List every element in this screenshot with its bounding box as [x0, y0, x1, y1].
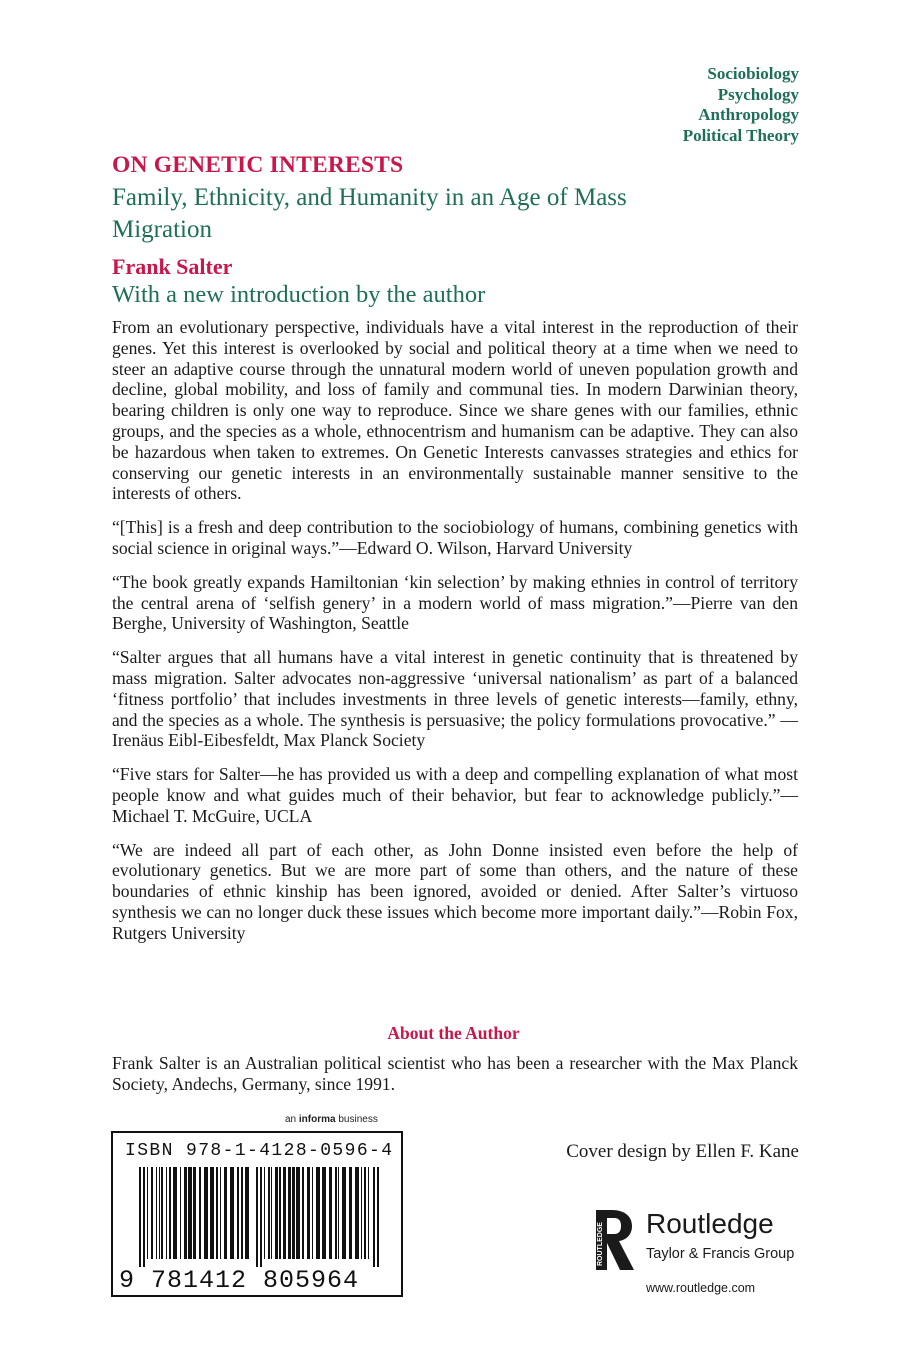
- barcode-bar: [264, 1167, 265, 1259]
- about-author-text: Frank Salter is an Australian political scientist who has been a researcher with the Max Planck Society, Andechs, Germany, since 1991.: [112, 1053, 798, 1094]
- barcode-bar: [316, 1167, 320, 1259]
- barcode-bar: [147, 1167, 148, 1259]
- subject-categories: [683, 64, 799, 146]
- publisher-group: Taylor & Francis Group: [646, 1246, 795, 1262]
- barcode-bar: [156, 1167, 157, 1259]
- barcode-bar: [355, 1167, 359, 1259]
- barcode-bar: [184, 1167, 187, 1259]
- informa-suffix: business: [338, 1114, 378, 1125]
- barcode-bar: [368, 1167, 369, 1259]
- blurb-van-den-berghe: “The book greatly expands Hamiltonian ‘kin selection’ by making ethnies in control of territory the central arena of ‘selfish genery’ in a modern world of mass migration.”—Pierre van den Berghe, University of Washington, Seattle: [112, 571, 798, 634]
- barcode-bar: [188, 1167, 192, 1259]
- barcode-guard-bar: [143, 1167, 145, 1267]
- isbn-label: ISBN 978-1-4128-0596-4: [125, 1141, 394, 1161]
- barcode-bar: [166, 1167, 167, 1259]
- barcode-bar: [204, 1167, 208, 1259]
- barcode-bar: [279, 1167, 281, 1259]
- barcode-bar: [230, 1167, 234, 1259]
- barcode-bar: [302, 1167, 304, 1259]
- publisher-logo-block: [590, 1206, 810, 1276]
- barcode-bar: [199, 1167, 201, 1259]
- barcode-bar: [312, 1167, 313, 1259]
- barcode-bar: [220, 1167, 221, 1259]
- barcode-bar: [338, 1167, 339, 1259]
- barcode-bar: [245, 1167, 249, 1259]
- barcode-bar: [364, 1167, 366, 1259]
- informa-business-tagline: [285, 1114, 378, 1125]
- barcode-bar: [159, 1167, 160, 1259]
- barcode-bar: [322, 1167, 326, 1259]
- barcode-guard-bar: [260, 1167, 262, 1267]
- routledge-logo-icon: [590, 1206, 640, 1274]
- about-author-heading: About the Author: [387, 1023, 520, 1043]
- subject-1: Sociobiology: [707, 64, 799, 83]
- subject-2: Psychology: [717, 84, 799, 104]
- isbn-barcode: [111, 1131, 403, 1297]
- book-author: Frank Salter: [112, 254, 233, 279]
- new-introduction-note: With a new introduction by the author: [112, 281, 486, 308]
- barcode-bar: [173, 1167, 177, 1259]
- informa-prefix: an: [285, 1114, 297, 1125]
- barcode-bar: [216, 1167, 218, 1259]
- barcode-digits: 9 781412 805964: [119, 1266, 360, 1295]
- barcode-bar: [151, 1167, 153, 1259]
- barcode-bar: [335, 1167, 337, 1259]
- barcode-bar: [361, 1167, 362, 1259]
- publisher-website: www.routledge.com: [646, 1281, 756, 1295]
- barcode-bars: [139, 1167, 379, 1267]
- barcode-bar: [180, 1167, 181, 1259]
- blurb-wilson: “[This] is a fresh and deep contribution to the sociobiology of humans, combining genetics with social science in original ways.”—Edward O. Wilson, Harvard University: [112, 517, 798, 558]
- barcode-guard-bar: [256, 1167, 258, 1267]
- subject-4: Political Theory: [682, 125, 799, 145]
- barcode-bar: [292, 1167, 295, 1259]
- barcode-bar: [307, 1167, 310, 1259]
- book-title: ON GENETIC INTERESTS: [112, 152, 404, 178]
- informa-brand: informa: [298, 1114, 336, 1125]
- barcode-bar: [275, 1167, 278, 1259]
- barcode-bar: [283, 1167, 286, 1259]
- back-cover-copy: [112, 317, 798, 957]
- barcode-bar: [193, 1167, 196, 1259]
- barcode-bar: [237, 1167, 239, 1259]
- barcode-bar: [296, 1167, 300, 1259]
- barcode-bar: [329, 1167, 332, 1259]
- barcode-bar: [268, 1167, 270, 1259]
- cover-design-credit: Cover design by Ellen F. Kane: [566, 1141, 799, 1162]
- publisher-name: Routledge: [646, 1208, 774, 1239]
- barcode-bar: [169, 1167, 171, 1259]
- subject-3: Anthropology: [698, 105, 799, 124]
- barcode-guard-bar: [377, 1167, 379, 1267]
- book-subtitle: Family, Ethnicity, and Humanity in an Age of Mass Migration: [112, 184, 627, 243]
- blurb-eibl-eibesfeldt: “Salter argues that all humans have a vital interest in genetic continuity that is threatened by mass migration. Salter advocates non-aggressive ‘universal nationalism’ as part of a balanced ‘fitness portfolio’ that includes investments in three levels of genetic interests—family, ethny, and the species as a whole. The synthesis is persuasive; the policy formulations provocative.” —Irenäus Eibl-Eibesfeldt, Max Planck Society: [112, 647, 798, 751]
- blurb-fox: “We are indeed all part of each other, as John Donne insisted even before the help of evolutionary genetics. But we are more part of some than others, and the nature of these boundaries of ethnic kinship has been ignored, avoided or denied. After Salter’s virtuoso synthesis we can no longer duck these issues which become more important daily.”—Robin Fox, Rutgers University: [112, 839, 798, 943]
- barcode-bar: [161, 1167, 163, 1259]
- barcode-bar: [288, 1167, 291, 1259]
- barcode-guard-bar: [139, 1167, 141, 1267]
- barcode-bar: [224, 1167, 227, 1259]
- barcode-bar: [349, 1167, 352, 1259]
- barcode-guard-bar: [373, 1167, 375, 1267]
- barcode-bar: [241, 1167, 243, 1259]
- barcode-bar: [342, 1167, 346, 1259]
- barcode-bar: [271, 1167, 272, 1259]
- routledge-vertical-text: ROUTLEDGE: [597, 1222, 604, 1266]
- blurb-mcguire: “Five stars for Salter—he has provided us with a deep and compelling explanation of what most people know and what guides much of their behavior, but fear to acknowledge publicly.”—Michael T. McGuire, UCLA: [112, 764, 798, 826]
- book-description: From an evolutionary perspective, individuals have a vital interest in the reproduction of their genes. Yet this interest is overlooked by social and political theory at a time when we need to steer an adaptive course through the unnatural modern world of uneven population growth and decline, global mobility, and loss of family and communal ties. In modern Darwinian theory, bearing children is only one way to reproduce. Since we share genes with our families, ethnic groups, and the species as a whole, ethnocentrism and humanism can be adaptive. They can also be hazardous when taken to extremes. On Genetic Interests canvasses strategies and ethics for conserving our genetic interests in an environmentally sustainable manner sensitive to the interests of others.: [112, 317, 798, 504]
- barcode-bar: [210, 1167, 214, 1259]
